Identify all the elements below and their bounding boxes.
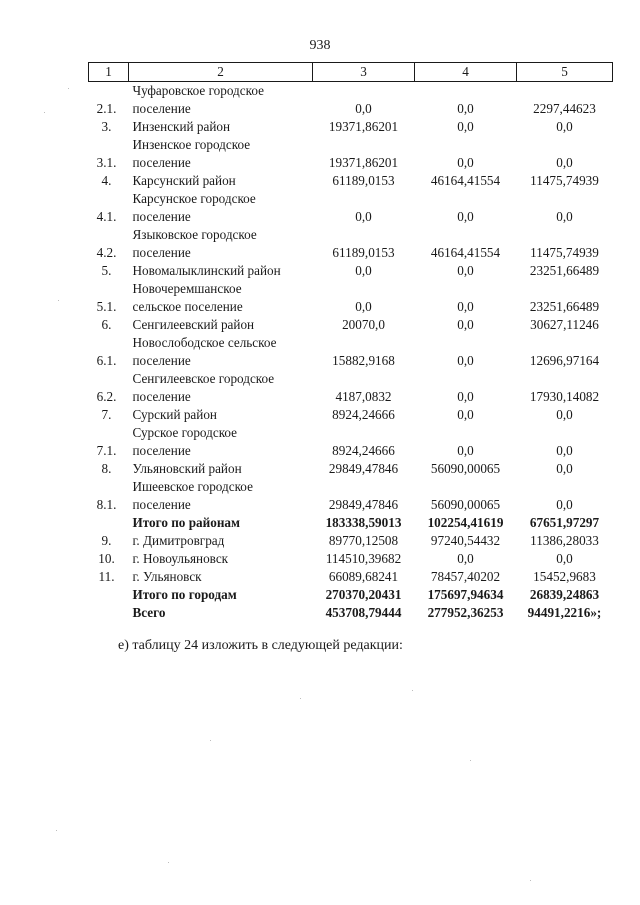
scan-speck [68,88,69,89]
table-row [89,262,613,280]
row-number: 3. [101,119,112,134]
table-row [89,550,613,568]
row-value-col-3: 0,0 [355,299,372,314]
row-value-col-5: 11475,74939 [530,245,599,260]
row-value-col-3: 8924,24666 [332,407,395,422]
scan-speck [470,760,471,761]
table-row [89,370,613,406]
row-name-line: г. Ульяновск [132,569,202,584]
table-row [89,226,613,262]
row-number [89,514,129,532]
row-name-line: Чуфаровское городское [132,83,264,98]
header-col-2: 2 [129,63,313,82]
row-value-col-3: 0,0 [355,263,372,278]
row-value-col-4: 0,0 [457,353,474,368]
row-value-col-4: 0,0 [457,317,474,332]
row-value-col-3: 61189,0153 [332,173,395,188]
table-row [89,532,613,550]
scan-speck [168,862,169,863]
row-number: 7.1. [96,443,117,458]
row-name [129,586,313,604]
row-name-line: Новомалыклинский район [132,263,281,278]
row-name [129,550,313,568]
row-name [129,478,313,514]
scan-speck [56,830,57,831]
row-name-line: Сурское городское [132,425,238,440]
row-value-col-3: 114510,39682 [325,551,402,566]
row-name-line: г. Новоульяновск [132,551,229,566]
row-value-col-5: 2297,44623 [533,101,596,116]
row-name-line: Языковское городское [132,227,257,242]
table-row [89,586,613,604]
row-value-col-4: 56090,00065 [430,497,501,512]
row-name [129,82,313,119]
scan-speck [210,740,211,741]
row-name-line: г. Димитровград [132,533,225,548]
row-number: 11. [98,569,115,584]
row-name [129,568,313,586]
page-number: 938 [309,38,331,53]
row-value-col-3: 29849,47846 [328,461,399,476]
row-name [129,604,313,622]
row-value-col-3: 0,0 [355,209,372,224]
row-value-col-4: 78457,40202 [430,569,501,584]
row-value-col-4: 102254,41619 [427,515,504,530]
row-name [129,514,313,532]
row-number [89,586,129,604]
table-row [89,334,613,370]
row-name [129,280,313,316]
table-row [89,190,613,226]
row-number: 10. [98,551,115,566]
scan-speck [58,300,59,301]
row-name-line: поселение [132,353,191,368]
row-value-col-4: 0,0 [457,101,474,116]
row-name-line: Новочеремшанское [132,281,242,296]
row-number: 3.1. [96,155,117,170]
row-name-line: Карсунский район [132,173,236,188]
row-name-line: поселение [132,389,191,404]
row-value-col-5: 12696,97164 [529,353,600,368]
footer-text: е) таблицу 24 изложить в следующей редакции: [118,638,403,653]
row-value-col-3: 19371,86201 [328,119,399,134]
row-name-line: сельское поселение [132,299,243,314]
row-value-col-3: 270370,20431 [325,587,402,602]
row-value-col-3: 4187,0832 [335,389,392,404]
row-value-col-4: 0,0 [457,263,474,278]
row-value-col-3: 19371,86201 [328,155,399,170]
row-name [129,370,313,406]
row-value-col-3: 89770,12508 [328,533,399,548]
row-number: 7. [101,407,112,422]
row-value-col-3: 183338,59013 [325,515,402,530]
row-value-col-5: 23251,66489 [529,299,600,314]
row-value-col-5: 0,0 [556,155,573,170]
row-number: 2.1. [96,101,117,116]
header-col-1: 1 [89,63,129,82]
row-value-col-5: 0,0 [556,407,573,422]
budget-table [88,62,613,622]
table-row [89,316,613,334]
row-name-line: Ишеевское городское [132,479,253,494]
row-number: 4. [101,173,112,188]
row-number: 8. [101,461,112,476]
row-value-col-5: 15452,9683 [533,569,596,584]
row-name-line: поселение [132,443,191,458]
row-value-col-3: 8924,24666 [332,443,395,458]
row-name [129,424,313,460]
row-name-line: Инзенский район [132,119,231,134]
row-value-col-3: 66089,68241 [328,569,399,584]
row-value-col-4: 0,0 [457,407,474,422]
row-number [89,604,129,622]
row-name-line: Сенгилеевский район [132,317,255,332]
row-name [129,136,313,172]
row-value-col-5: 67651,97297 [529,515,600,530]
table-header [89,63,613,82]
scan-speck [44,112,45,113]
row-value-col-3: 29849,47846 [328,497,399,512]
row-value-col-4: 0,0 [457,551,474,566]
header-col-4: 4 [415,63,517,82]
row-number: 4.1. [96,209,117,224]
row-name [129,532,313,550]
row-name-line: Ульяновский район [132,461,242,476]
row-value-col-5: 0,0 [556,461,573,476]
row-value-col-4: 0,0 [457,443,474,458]
table-row [89,478,613,514]
row-name-line: Итого по городам [132,587,237,602]
row-value-col-4: 0,0 [457,389,474,404]
row-name [129,226,313,262]
row-name-line: Итого по районам [132,515,240,530]
table-row [89,280,613,316]
row-value-col-4: 175697,94634 [427,587,504,602]
row-value-col-3: 453708,79444 [325,605,402,620]
table-row [89,136,613,172]
row-value-col-5: 11475,74939 [530,173,599,188]
row-name-line: поселение [132,245,191,260]
row-value-col-4: 97240,54432 [430,533,501,548]
row-number: 9. [101,533,112,548]
table-row [89,460,613,478]
table-body [89,82,613,623]
row-number: 5. [101,263,112,278]
table-row [89,604,613,622]
row-name-line: поселение [132,209,191,224]
row-name-line: Сурский район [132,407,217,422]
row-name-line: Карсунское городское [132,191,256,206]
row-value-col-5: 0,0 [556,119,573,134]
row-value-col-5: 0,0 [556,551,573,566]
table-row [89,172,613,190]
row-value-col-3: 20070,0 [342,317,385,332]
row-value-col-4: 0,0 [457,155,474,170]
row-value-col-4: 56090,00065 [430,461,501,476]
table-row [89,118,613,136]
scan-speck [300,698,301,699]
row-value-col-4: 0,0 [457,119,474,134]
row-value-col-3: 61189,0153 [332,245,395,260]
row-number: 8.1. [96,497,117,512]
row-number: 6.2. [96,389,117,404]
row-value-col-5: 0,0 [556,209,573,224]
row-value-col-4: 46164,41554 [430,245,501,260]
row-name [129,316,313,334]
row-name-line: поселение [132,497,191,512]
row-value-col-4: 277952,36253 [427,605,504,620]
row-number: 4.2. [96,245,117,260]
row-name [129,406,313,424]
row-value-col-5: 23251,66489 [529,263,600,278]
scan-speck [530,880,531,881]
row-value-col-5: 0,0 [556,497,573,512]
row-value-col-5: 0,0 [556,443,573,458]
header-col-3: 3 [313,63,415,82]
table-row [89,568,613,586]
row-value-col-5: 11386,28033 [530,533,599,548]
row-name-line: Инзенское городское [132,137,251,152]
table-row [89,424,613,460]
row-value-col-4: 0,0 [457,209,474,224]
row-name-line: Всего [132,605,166,620]
table-row [89,82,613,119]
row-name [129,262,313,280]
row-name-line: Сенгилеевское городское [132,371,275,386]
row-number: 6. [101,317,112,332]
row-value-col-3: 15882,9168 [332,353,395,368]
table-row [89,514,613,532]
row-name [129,172,313,190]
row-value-col-4: 46164,41554 [430,173,501,188]
header-col-5: 5 [517,63,613,82]
scan-speck [412,690,413,691]
row-number: 5.1. [96,299,117,314]
row-value-col-5: 26839,24863 [529,587,600,602]
row-name [129,190,313,226]
row-name [129,460,313,478]
row-number: 6.1. [96,353,117,368]
header-row [89,63,613,82]
row-name-line: поселение [132,155,191,170]
row-name [129,334,313,370]
row-value-col-4: 0,0 [457,299,474,314]
row-name-line: Новослободское сельское [132,335,277,350]
row-name [129,118,313,136]
row-value-col-5: 30627,11246 [530,317,599,332]
row-value-col-5: 94491,2216»; [527,605,602,620]
row-value-col-5: 17930,14082 [529,389,600,404]
row-value-col-3: 0,0 [355,101,372,116]
row-name-line: поселение [132,101,191,116]
table-row [89,406,613,424]
